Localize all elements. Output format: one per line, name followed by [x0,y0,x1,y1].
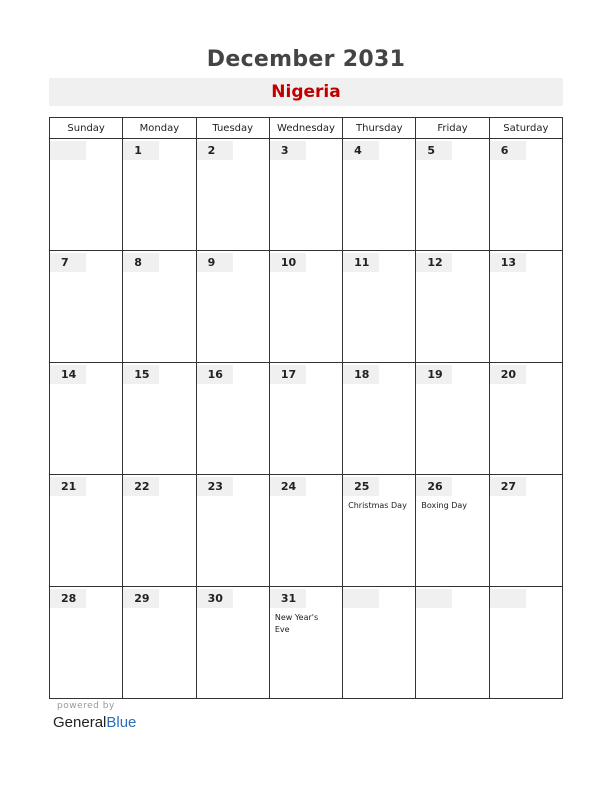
day-cell[interactable] [489,251,562,363]
country-banner [49,78,563,106]
date-number [50,141,86,160]
day-cell[interactable] [416,139,489,251]
week-row [50,139,563,251]
date-number [490,589,526,608]
week-row [50,251,563,363]
date-number [416,589,452,608]
date-number: 4 [343,141,379,160]
weekday-header: Tuesday [196,118,269,139]
date-number: 15 [123,365,159,384]
date-number: 25 [343,477,379,496]
day-cell[interactable] [269,475,342,587]
date-number: 8 [123,253,159,272]
day-cell[interactable] [50,139,123,251]
day-cell[interactable] [50,251,123,363]
date-number: 27 [490,477,526,496]
day-cell[interactable] [343,251,416,363]
day-cell[interactable] [123,251,196,363]
weekday-header: Thursday [343,118,416,139]
day-cell[interactable] [123,475,196,587]
day-cell[interactable] [123,139,196,251]
date-number: 30 [197,589,233,608]
week-row [50,475,563,587]
month-grid [49,117,563,699]
day-cell[interactable] [343,139,416,251]
date-number: 11 [343,253,379,272]
day-cell[interactable] [343,363,416,475]
brand-general-text: General [53,714,107,731]
date-number: 16 [197,365,233,384]
date-number: 31 [270,589,306,608]
day-cell[interactable] [196,139,269,251]
generalblue-logo[interactable] [53,714,136,731]
day-cell[interactable] [269,587,342,699]
day-cell[interactable] [416,363,489,475]
day-cell[interactable] [123,587,196,699]
holiday-label: New Year's Eve [274,613,319,634]
date-number: 9 [197,253,233,272]
date-number: 29 [123,589,159,608]
date-number: 5 [416,141,452,160]
date-number [343,589,379,608]
holiday-label: Boxing Day [421,501,467,510]
day-cell[interactable] [416,251,489,363]
date-number: 22 [123,477,159,496]
country-name: Nigeria [271,82,341,102]
date-number: 28 [50,589,86,608]
date-number: 12 [416,253,452,272]
day-cell[interactable] [50,475,123,587]
brand-blue-text: Blue [106,714,137,731]
weekday-header: Friday [416,118,489,139]
date-number: 6 [490,141,526,160]
date-number: 17 [270,365,306,384]
day-cell[interactable] [489,139,562,251]
date-number: 18 [343,365,379,384]
week-row [50,587,563,699]
day-cell[interactable] [196,251,269,363]
date-number: 13 [490,253,526,272]
day-cell[interactable] [50,363,123,475]
day-cell[interactable] [343,475,416,587]
powered-by-label: powered by [57,701,115,711]
weekday-header: Sunday [50,118,123,139]
date-number: 1 [123,141,159,160]
date-number: 3 [270,141,306,160]
date-number: 14 [50,365,86,384]
day-cell[interactable] [269,251,342,363]
date-number: 26 [416,477,452,496]
day-cell[interactable] [489,363,562,475]
day-cell[interactable] [196,363,269,475]
day-cell[interactable] [269,139,342,251]
date-number: 21 [50,477,86,496]
date-number: 23 [197,477,233,496]
date-number: 2 [197,141,233,160]
day-cell[interactable] [416,475,489,587]
weekday-header: Saturday [489,118,562,139]
weekday-header: Monday [123,118,196,139]
date-number: 10 [270,253,306,272]
day-cell[interactable] [343,587,416,699]
day-cell[interactable] [269,363,342,475]
day-cell[interactable] [50,587,123,699]
day-cell[interactable] [196,475,269,587]
date-number: 7 [50,253,86,272]
day-cell[interactable] [489,475,562,587]
date-number: 19 [416,365,452,384]
day-cell[interactable] [416,587,489,699]
date-number: 20 [490,365,526,384]
weeks-body [50,139,563,699]
date-number: 24 [270,477,306,496]
day-cell[interactable] [196,587,269,699]
calendar-title: December 2031 [206,47,406,72]
weekday-header: Wednesday [269,118,342,139]
day-cell[interactable] [489,587,562,699]
holiday-label: Christmas Day [348,501,407,510]
day-cell[interactable] [123,363,196,475]
weekday-header-row [50,118,563,139]
week-row [50,363,563,475]
